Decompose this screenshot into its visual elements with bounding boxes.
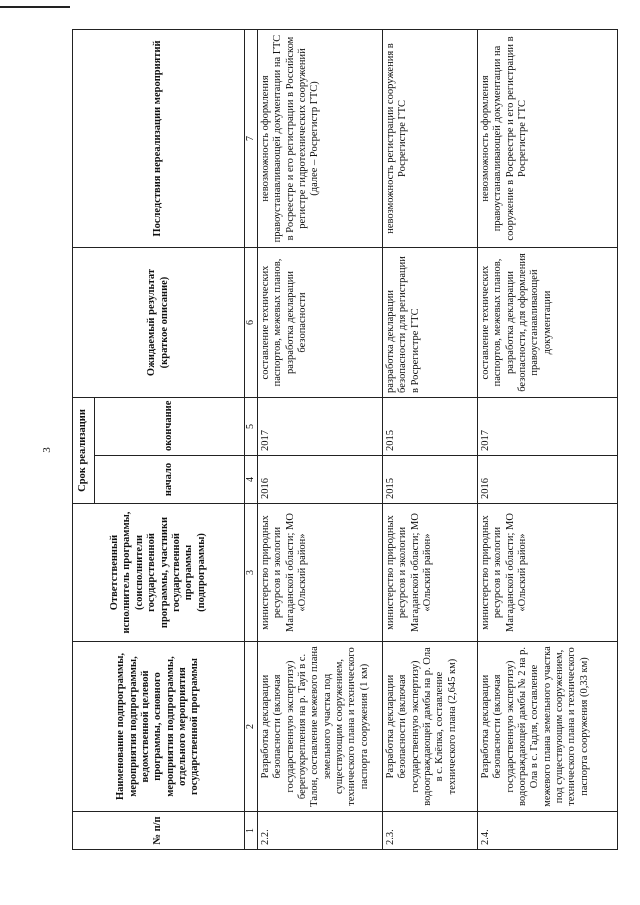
row-exec: министерство природных ресурсов и экологии Магаданской области; МО «Ольский район» [382,504,477,642]
table-row [382,30,477,850]
row-consequence: невозможность оформления правоустанавливающей документации на ГТС в Росреестре и его регистрации в Российском регистре гидротехнических сооружений (далее – Росрегистр ГТС) [257,30,382,248]
col-number: 2 [245,642,258,812]
row-start: 2016 [257,456,382,504]
col-number: 4 [245,456,258,504]
row-num: 2.2. [257,812,382,850]
col-number: 3 [245,504,258,642]
row-num: 2.3. [382,812,477,850]
table-row [257,30,382,850]
col-number: 5 [245,398,258,456]
row-result: составление технических паспортов, межевых планов, разработка декларации безопасности, для оформления правоустанавливающей документации [477,248,617,398]
header-term: Срок реализации [73,398,95,504]
row-name: Разработка декларации безопасности (включая государственную экспертизу) водоограждающей дамбы № 2 на р. Ола в с. Гадля, составление межевого плана земельного участка под существующим сооружением, технического плана и технического паспорта сооружения (0,33 км) [477,642,617,812]
row-start: 2015 [382,456,477,504]
col-number: 6 [245,248,258,398]
row-consequence: невозможность регистрации сооружения в Росрегистре ГТС [382,30,477,248]
rotated-table-wrapper [72,30,617,850]
col-number: 7 [245,30,258,248]
row-result: разработка декларации безопасности для регистрации в Росрегистре ГТС [382,248,477,398]
page-number: 3 [40,447,53,453]
header-consequence: Последствия нереализации мероприятий [73,30,245,248]
row-start: 2016 [477,456,617,504]
program-measures-table [72,29,618,850]
row-exec: министерство природных ресурсов и экологии Магаданской области; МО «Ольский район» [257,504,382,642]
row-consequence: невозможность оформления правоустанавливающей документации на сооружение в Росреестре и его регистрации в Росрегистре ГТС [477,30,617,248]
header-result: Ожидаемый результат (краткое описание) [73,248,245,398]
row-end: 2017 [477,398,617,456]
table-row [477,30,617,850]
header-num: № п/п [73,812,245,850]
row-end: 2015 [382,398,477,456]
header-rule [0,6,70,8]
header-end: окончание [95,398,245,456]
col-number: 1 [245,812,258,850]
row-name: Разработка декларации безопасности (включая государственную экспертизу) водоограждающей дамбы на р. Ола в с. Клёпка, составление технического плана (2,645 км) [382,642,477,812]
row-result: составление технических паспортов, межевых планов, разработка декларации безопасности [257,248,382,398]
row-num: 2.4. [477,812,617,850]
row-exec: министерство природных ресурсов и экологии Магаданской области; МО «Ольский район» [477,504,617,642]
row-name: Разработка декларации безопасности (включая государственную экспертизу) берегоукрепления на р. Тауй в с. Талон, составление межевого плана земельного участка под существующим сооружением, технического плана и технического паспорта сооружения (1 км) [257,642,382,812]
row-end: 2017 [257,398,382,456]
header-name: Наименование подпрограммы, мероприятия подпрограммы, ведомственной целевой программы, основного мероприятия подпрограммы, отдельного мероприятия государственной программы [73,642,245,812]
header-start: начало [95,456,245,504]
header-exec: Ответственный исполнитель программы, (соисполнители государственной программы, участники государственной программы (подпрограммы) [73,504,245,642]
